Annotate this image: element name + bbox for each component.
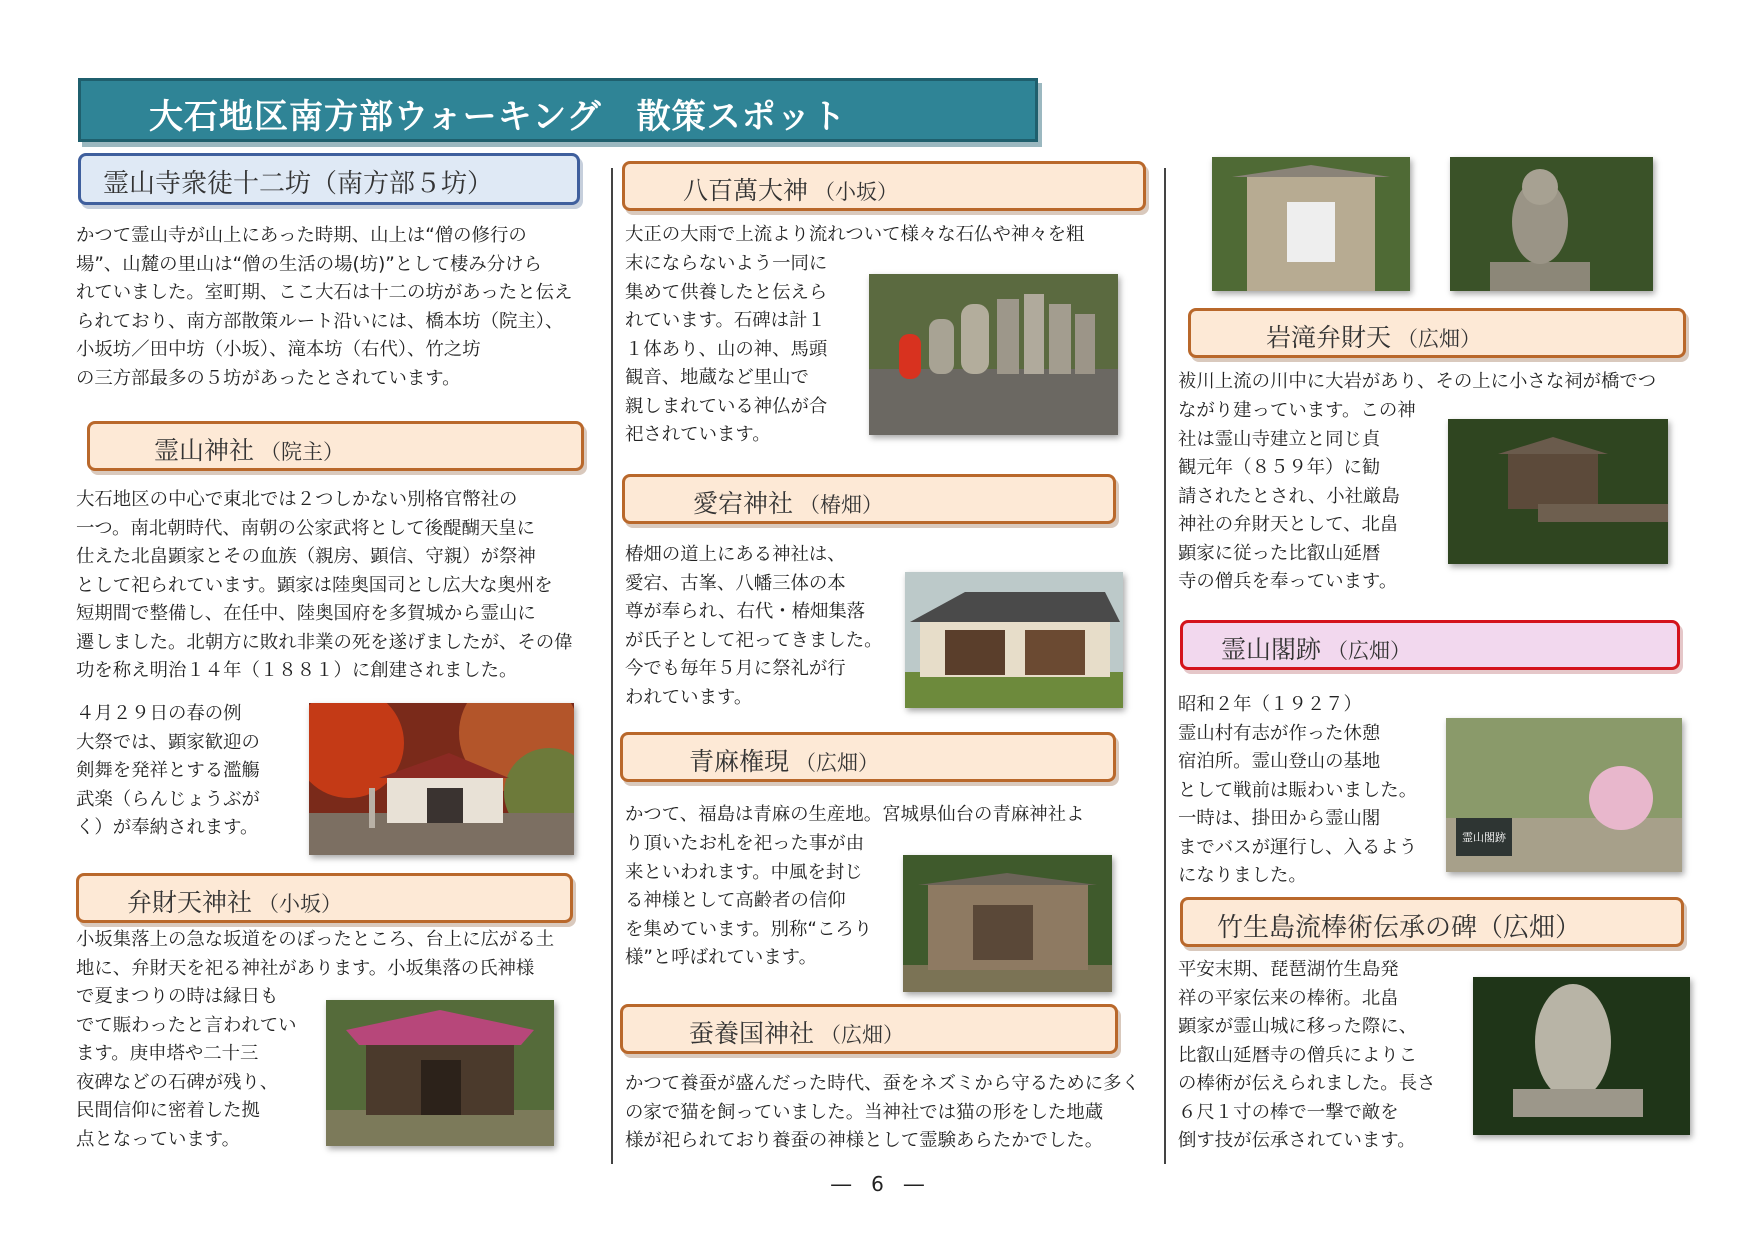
text-line: 顕家に従った比叡山延暦: [1178, 542, 1381, 564]
text-line: かつて、福島は青麻の生産地。宮城県仙台の青麻神社よ: [625, 804, 1085, 825]
text-line: を集めています。別称“ころり: [625, 918, 873, 940]
text-line: 比叡山延暦寺の僧兵によりこ: [1178, 1044, 1418, 1066]
text-line: 仕えた北畠顕家とその血族（親房、顕信、守親）が祭神: [76, 546, 536, 567]
text-line: になりました。: [1178, 865, 1307, 886]
text-line: ながり建っています。この神: [1178, 400, 1416, 421]
text-line: 短期間で整備し、在任中、陸奥国府を多賀城から霊山に: [76, 603, 536, 624]
text-line: 霊山村有志が作った休憩: [1178, 722, 1381, 744]
text-line: く）が奉納されます。: [76, 817, 259, 838]
text-line: 様が祀られており養蚕の神様として霊験あらたかでした。: [625, 1130, 1104, 1151]
text-line: 寺の僧兵を奉っています。: [1178, 571, 1398, 592]
text-line: 様”と呼ばれています。: [625, 947, 817, 968]
page-number: ― 6 ―: [831, 1172, 924, 1196]
text-line: 祥の平家伝来の棒術。北畠: [1178, 987, 1399, 1009]
section-heading-yaoyorozu: [622, 161, 1146, 211]
section-heading-chikubushima: [1180, 897, 1684, 947]
section-text-ryozenkaku: [1178, 691, 1417, 891]
section-text-benzaiten-jinja: [76, 926, 554, 983]
text-line: 武楽（らんじょうぶが: [76, 788, 260, 810]
text-line: 民間信仰に密着した拠: [76, 1100, 260, 1121]
section-area: （広畑）: [820, 1023, 905, 1047]
text-line: が氏子として祀ってきました。: [625, 629, 883, 651]
text-line: 昭和２年（１９２７）: [1178, 694, 1362, 715]
section-title: 竹生島流棒術伝承の碑（広畑）: [1217, 913, 1582, 943]
text-line: り頂いたお札を祀った事が由: [625, 833, 865, 854]
section-title: 愛宕神社: [693, 489, 794, 518]
section-heading-benzaiten-jinja: [76, 873, 573, 923]
text-line: る神様として高齢者の信仰: [625, 890, 846, 911]
section-heading-ryozenji: [78, 153, 580, 205]
section-text-yaoyorozu: [625, 221, 1084, 250]
text-line: 点となっています。: [76, 1128, 241, 1150]
text-line: でて賑わったと言われてい: [76, 1014, 297, 1036]
section-area: （広畑）: [1397, 327, 1482, 351]
text-line: 祀されています。: [625, 424, 771, 445]
section-area: （広畑）: [1327, 639, 1412, 663]
shrine-autumn-photo: [309, 703, 574, 855]
text-line: 尊が奉られ、右代・椿畑集落: [625, 601, 866, 622]
text-line: 大石地区の中心で東北では２つしかない別格官幣社の: [76, 489, 518, 510]
section-title: 霊山寺衆徒十二坊（南方部５坊）: [103, 169, 494, 199]
text-line: の三方部最多の５坊があったとされています。: [76, 367, 461, 389]
text-line: として戦前は賑わいました。: [1178, 779, 1418, 801]
small-shrine-photo: [1212, 157, 1410, 291]
section-text-aoso: [625, 801, 1084, 830]
text-line: 袚川上流の川中に大岩があり、その上に小さな祠が橋でつ: [1178, 371, 1657, 392]
section-text-iwataki: [1178, 368, 1656, 397]
text-line: 剣舞を発祥とする濫觴: [76, 760, 260, 781]
text-line: 神社の弁財天として、北畠: [1178, 514, 1399, 535]
text-line: 大祭では、顕家歓迎の: [76, 731, 260, 753]
text-line: 地に、弁財天を祀る神社があります。小坂集落の氏神様: [76, 957, 535, 979]
text-line: かつて養蚕が盛んだった時代、蚕をネズミから守るために多く: [625, 1073, 1140, 1094]
section-title: 岩滝弁財天: [1266, 323, 1392, 352]
section-area: （椿畑）: [799, 493, 884, 517]
text-line: として祀られています。顕家は陸奥国司とし広大な奥州を: [76, 574, 553, 596]
section-heading-ryozen-jinja: [87, 421, 584, 471]
section-text-ryozen-jinja: [76, 486, 573, 686]
text-line: 遷しました。北朝方に敗れ非業の死を遂げましたが、その偉: [76, 631, 573, 653]
section-text-atago: [625, 541, 882, 712]
text-line: かつて霊山寺が山上にあった時期、山上は“僧の修行の: [76, 225, 527, 246]
section-title: 蚕養国神社: [689, 1019, 815, 1048]
column-divider: [1164, 168, 1166, 1164]
text-line: 場”、山麓の里山は“僧の生活の場(坊)”として棲み分けら: [76, 253, 542, 275]
text-line: 顕家が霊山城に移った際に、: [1178, 1016, 1418, 1037]
page-title-banner: [78, 78, 1038, 142]
text-line: までバスが運行し、入るよう: [1178, 836, 1418, 858]
stone-monument-photo: [1473, 977, 1690, 1135]
sign-text: 霊山閣跡: [1462, 831, 1506, 844]
text-line: 集めて供養したと伝えら: [625, 281, 828, 303]
aoso-shrine-photo: [903, 855, 1112, 992]
cat-stone-statue-photo: [1450, 157, 1653, 291]
section-text-chikubushima: [1178, 956, 1435, 1156]
section-text-yaoyorozu-2: [625, 250, 827, 450]
section-text-iwataki-2: [1178, 397, 1416, 597]
text-line: 社は霊山寺建立と同じ貞: [1178, 428, 1381, 450]
section-text-benzaiten-jinja-2: [76, 983, 297, 1154]
text-line: 大正の大雨で上流より流れついて様々な石仏や神々を粗: [625, 224, 1085, 245]
text-line: ます。庚申塔や二十三: [76, 1043, 259, 1064]
section-title: 青麻権現: [689, 747, 790, 776]
text-line: 来といわれます。中風を封じ: [625, 861, 863, 883]
section-title: 八百萬大神: [683, 176, 809, 205]
section-heading-atago: [622, 474, 1116, 524]
ryozenkaku-site-photo: [1446, 718, 1682, 872]
text-line: 小坂集落上の急な坂道をのぼったところ、台上に広がる土: [76, 929, 555, 950]
text-line: 功を称え明治１４年（１８８１）に創建されました。: [76, 660, 518, 681]
section-text-ryozenji: [76, 222, 572, 393]
text-line: 椿畑の道上にある神社は、: [625, 544, 846, 565]
stone-monuments-photo: [869, 274, 1118, 435]
text-line: で夏まつりの時は縁日も: [76, 986, 279, 1007]
section-area: （小坂）: [258, 892, 343, 916]
text-line: 小坂坊／田中坊（小坂）、滝本坊（右代）、竹之坊: [76, 339, 481, 360]
text-line: 請されたとされ、小社厳島: [1178, 485, 1400, 507]
section-text-aoso-2: [625, 830, 872, 973]
section-heading-ryozenkaku: [1180, 620, 1680, 670]
text-line: の棒術が伝えられました。長さ: [1178, 1073, 1436, 1094]
atago-shrine-photo: [905, 572, 1123, 708]
text-line: れていました。室町期、ここ大石は十二の坊があったと伝え: [76, 282, 573, 303]
section-area: （広畑）: [795, 751, 880, 775]
text-line: ４月２９日の春の例: [76, 703, 242, 724]
section-title: 霊山神社: [154, 436, 255, 465]
text-line: 今でも毎年５月に祭礼が行: [625, 658, 846, 679]
section-area: （小坂）: [814, 180, 899, 204]
iwataki-shrine-photo: [1448, 419, 1668, 564]
benzaiten-shrine-photo: [326, 1000, 554, 1146]
section-heading-iwataki: [1188, 308, 1686, 358]
text-line: 末にならないよう一同に: [625, 253, 828, 274]
text-line: ６尺１寸の棒で一撃で敵を: [1178, 1101, 1399, 1123]
text-line: 観元年（８５９年）に勧: [1178, 457, 1381, 478]
text-line: の家で猫を飼っていました。当神社では猫の形をした地蔵: [625, 1101, 1104, 1123]
text-line: われています。: [625, 686, 753, 708]
text-line: 親しまれている神仏が合: [625, 395, 828, 417]
page-title: 大石地区南方部ウォーキング 散策スポット: [149, 97, 847, 137]
section-heading-aoso: [620, 732, 1116, 782]
section-area: （院主）: [260, 440, 345, 464]
text-line: 倒す技が伝承されています。: [1178, 1130, 1416, 1151]
section-text-ryozen-jinja-2: [76, 700, 260, 843]
text-line: 宿泊所。霊山登山の基地: [1178, 751, 1381, 772]
text-line: れています。石碑は計１: [625, 310, 826, 331]
text-line: 夜碑などの石碑が残り、: [76, 1071, 279, 1093]
text-line: 観音、地蔵など里山で: [625, 367, 809, 388]
text-line: １体あり、山の神、馬頭: [625, 338, 828, 360]
text-line: 愛宕、古峯、八幡三体の本: [625, 572, 846, 594]
section-title: 霊山閣跡: [1221, 635, 1322, 664]
text-line: 一時は、掛田から霊山閣: [1178, 808, 1381, 829]
text-line: られており、南方部散策ルート沿いには、橋本坊（院主）、: [76, 310, 564, 332]
section-title: 弁財天神社: [127, 888, 253, 917]
text-line: 平安末期、琵琶湖竹生島発: [1178, 959, 1399, 980]
section-heading-kogai: [620, 1004, 1118, 1054]
column-divider: [611, 168, 613, 1164]
text-line: 一つ。南北朝時代、南朝の公家武将として後醍醐天皇に: [76, 517, 536, 539]
section-text-kogai: [625, 1070, 1140, 1156]
